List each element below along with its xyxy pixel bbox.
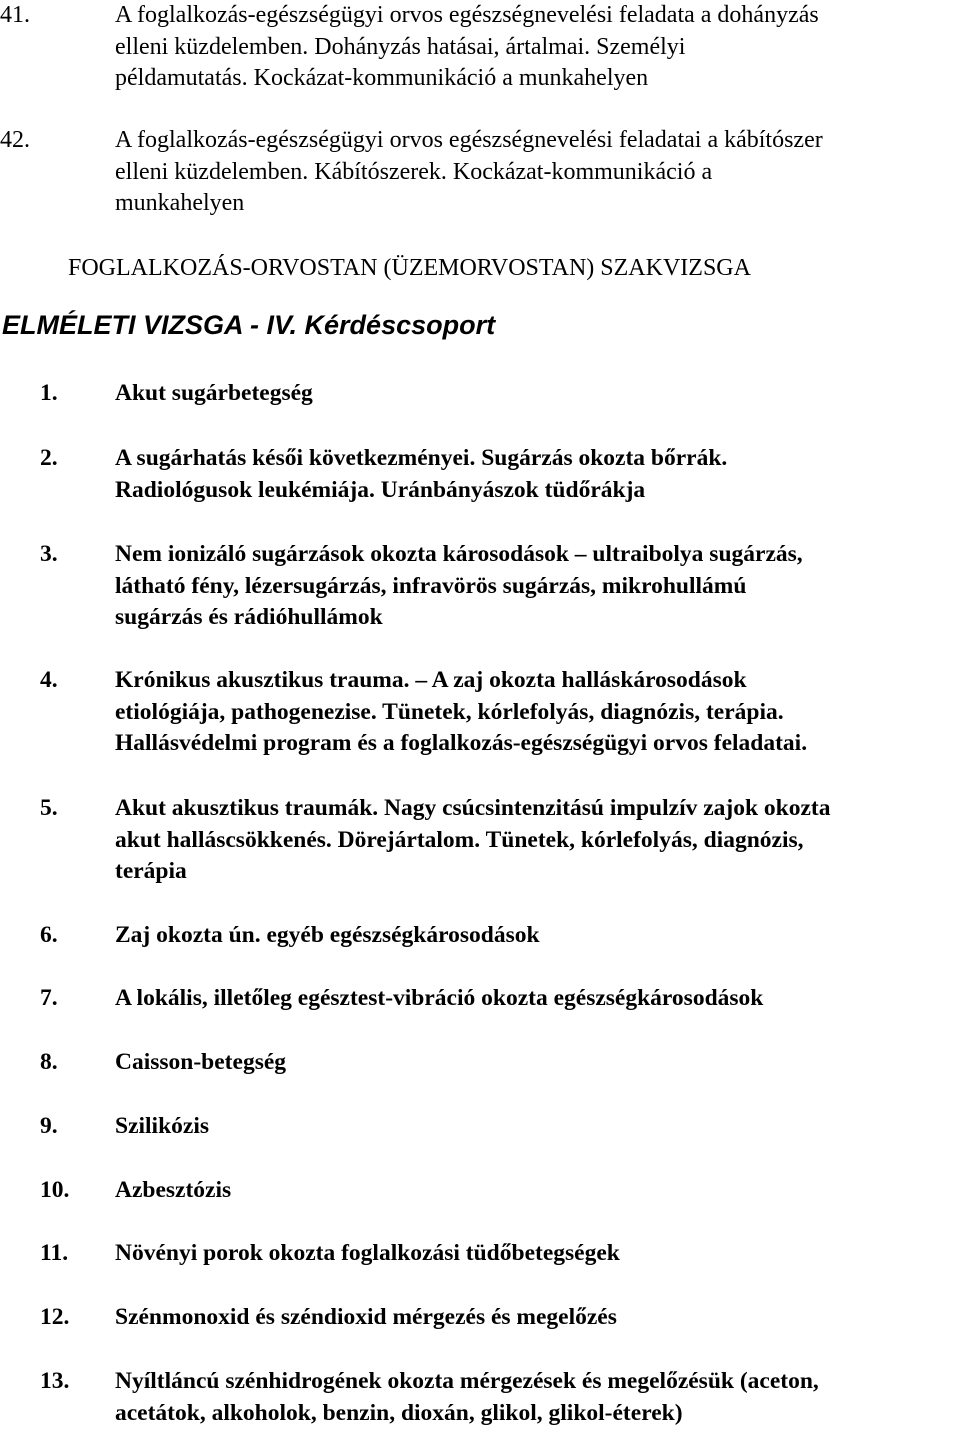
item-number: 6. (40, 922, 58, 948)
item-text (115, 793, 960, 888)
item-number: 10. (40, 1177, 70, 1203)
item-text (115, 1238, 960, 1270)
item-line: terápia (115, 858, 187, 884)
item-line: akut halláscsökkenés. Dörejártalom. Tünetek, kórlefolyás, diagnózis, (115, 826, 804, 853)
item-line: Nem ionizáló sugárzások okozta károsodások – ultraibolya sugárzás, (115, 541, 803, 567)
item-line: Radiológusok leukémiája. Uránbányászok tüdőrákja (115, 476, 646, 503)
item-text (115, 1175, 960, 1207)
item-number: 42. (0, 127, 30, 153)
item-line: látható fény, lézersugárzás, infravörös sugárzás, mikrohullámú (115, 572, 747, 599)
item-line: munkahelyen (115, 190, 245, 216)
item-line: sugárzás és rádióhullámok (115, 604, 383, 630)
item-number: 12. (40, 1304, 70, 1330)
exam-title: FOGLALKOZÁS-ORVOSTAN (ÜZEMORVOSTAN) SZAKVIZSGA (68, 255, 751, 281)
item-line: Akut sugárbetegség (115, 380, 313, 406)
item-text (115, 920, 960, 952)
item-line: acetátok, alkoholok, benzin, dioxán, glikol, glikol-éterek) (115, 1399, 683, 1426)
item-line: Hallásvédelmi program és a foglalkozás-egészségügyi orvos feladatai. (115, 730, 808, 756)
item-number: 4. (40, 667, 58, 693)
item-text (115, 665, 960, 760)
item-number: 11. (40, 1240, 69, 1266)
item-line: Zaj okozta ún. egyéb egészségkárosodások (115, 922, 540, 948)
item-line: elleni küzdelemben. Kábítószerek. Kockázat-kommunikáció a (115, 158, 713, 185)
item-line: A foglalkozás-egészségügyi orvos egészségnevelési feladatai a kábítószer (115, 127, 823, 153)
item-number: 13. (40, 1368, 70, 1394)
item-text (115, 1366, 960, 1429)
item-line: Szénmonoxid és széndioxid mérgezés és megelőzés (115, 1304, 617, 1330)
item-text (115, 1302, 960, 1334)
item-line: Nyíltláncú szénhidrogének okozta mérgezések és megelőzésük (aceton, (115, 1368, 819, 1394)
item-number: 1. (40, 380, 58, 406)
item-line: Akut akusztikus traumák. Nagy csúcsintenzitású impulzív zajok okozta (115, 795, 831, 821)
item-text (115, 539, 960, 634)
section-title: ELMÉLETI VIZSGA - IV. Kérdéscsoport (2, 310, 496, 340)
item-line: Krónikus akusztikus trauma. – A zaj okozta halláskárosodások (115, 667, 747, 693)
item-line: Szilikózis (115, 1113, 210, 1139)
item-line: etiológiája, pathogenezise. Tünetek, kórlefolyás, diagnózis, terápia. (115, 698, 784, 725)
item-line: A foglalkozás-egészségügyi orvos egészségnevelési feladata a dohányzás (115, 2, 819, 28)
item-line: Azbesztózis (115, 1177, 232, 1203)
item-line: A sugárhatás késői következményei. Sugárzás okozta bőrrák. (115, 445, 728, 471)
item-text (115, 125, 960, 220)
item-text (115, 1047, 960, 1079)
item-line: A lokális, illetőleg egésztest-vibráció okozta egészségkárosodások (115, 985, 764, 1011)
item-line: elleni küzdelemben. Dohányzás hatásai, ártalmai. Személyi (115, 33, 686, 60)
item-number: 8. (40, 1049, 58, 1075)
item-text (115, 1111, 960, 1143)
item-text (115, 443, 960, 506)
item-text (115, 983, 960, 1015)
item-text (115, 378, 960, 410)
item-line: Növényi porok okozta foglalkozási tüdőbetegségek (115, 1240, 620, 1266)
item-number: 5. (40, 795, 58, 821)
item-line: példamutatás. Kockázat-kommunikáció a munkahelyen (115, 65, 649, 91)
item-number: 9. (40, 1113, 58, 1139)
item-text (115, 0, 960, 95)
item-number: 41. (0, 2, 30, 28)
item-number: 3. (40, 541, 58, 567)
item-number: 2. (40, 445, 58, 471)
item-line: Caisson-betegség (115, 1049, 287, 1075)
item-number: 7. (40, 985, 58, 1011)
